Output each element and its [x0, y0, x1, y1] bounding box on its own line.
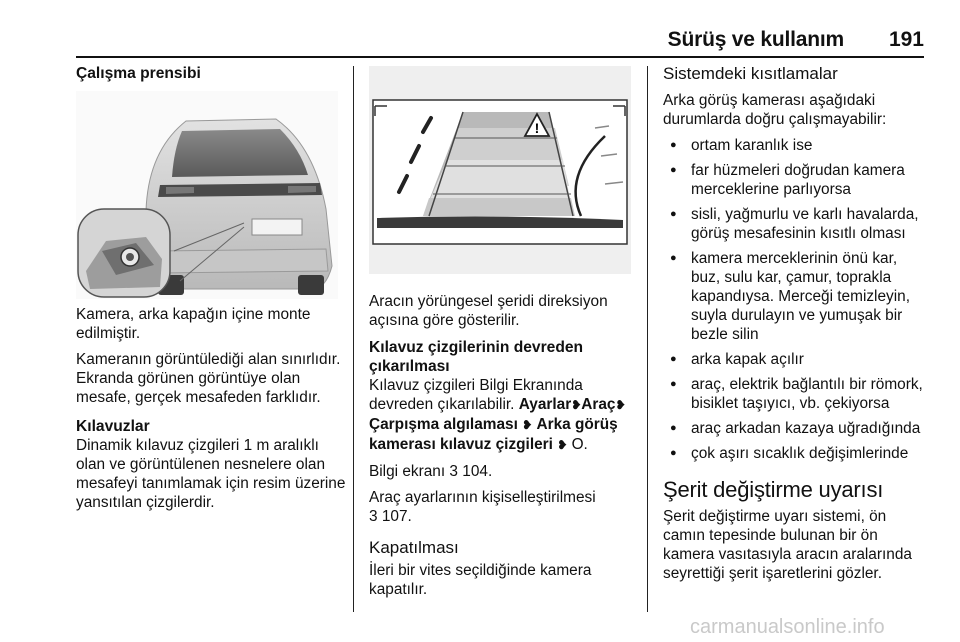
- toggle-off-icon: O: [571, 436, 584, 453]
- list-item: ● çok aşırı sıcaklık değişimlerinde: [663, 444, 927, 463]
- list-item: ● kamera merceklerinin önü kar, buz, sulu kar, çamur, toprakla kapandıysa. Merceği temizleyin, suyla durulayın ve yumuşak bir bezle silin: [663, 249, 927, 344]
- heading-system-limits: Sistemdeki kısıtlamalar: [663, 64, 838, 83]
- ref-page: 104.: [462, 463, 493, 480]
- menu-collision-detection: Çarpışma algılaması: [369, 416, 518, 433]
- chapter-title: Sürüş ve kullanım: [667, 28, 844, 51]
- limits-list: [663, 136, 927, 463]
- list-item: ● sisli, yağmurlu ve karlı havalarda, görüş mesafesinin kısıtlı olması: [663, 205, 927, 243]
- heading-guides: Kılavuzlar: [76, 418, 150, 435]
- heading-disable-guides: Kılavuz çizgilerinin devreden çıkarılması: [369, 339, 584, 375]
- menu-rear-camera-guides: Arka görüş kamerası kılavuz çizgileri: [369, 416, 618, 453]
- menu-arrow-icon: ❥: [522, 418, 533, 432]
- list-item: ● ortam karanlık ise: [663, 136, 927, 155]
- menu-arrow-icon: ❥: [571, 398, 582, 412]
- disable-text: Kılavuz çizgileri Bilgi Ekranında devreden çıkarılabilir.: [369, 377, 583, 413]
- paragraph-guides: Dinamik kılavuz çizgileri 1 m aralıklı olan ve görüntülenen nesnelere olan mesafeyi tanımlamak için resim üzerine yansıtılan çizgilerdir.: [76, 437, 346, 511]
- menu-settings: Ayarlar: [518, 396, 572, 413]
- paragraph-trajectory: Aracın yörüngesel şeridi direksiyon açısına göre gösterilir.: [369, 293, 608, 329]
- menu-vehicle: Araç: [581, 396, 616, 413]
- list-item: ● araç arkadan kazaya uğradığında: [663, 419, 927, 438]
- column-divider-2: [647, 66, 648, 612]
- page-ref-icon: 3: [369, 508, 378, 525]
- paragraph-info-display-ref: [369, 462, 635, 481]
- menu-arrow-icon: ❥: [557, 438, 568, 452]
- heading-working-principle: Çalışma prensibi: [76, 65, 201, 82]
- ref-text: Araç ayarlarının kişiselleştirilmesi: [369, 489, 596, 506]
- column-1: [76, 64, 348, 519]
- paragraph-personalization-ref: [369, 488, 635, 526]
- paragraph-switch-off: İleri bir vites seçildiğinde kamera kapatılır.: [369, 562, 592, 598]
- header-rule: [76, 56, 924, 58]
- paragraph-camera-range: Kameranın görüntülediği alan sınırlıdır. Ekranda görünen görüntüye olan mesafe, gerçek mesafeden farklıdır.: [76, 351, 341, 406]
- heading-switch-off: Kapatılması: [369, 538, 459, 557]
- page-number: 191: [888, 28, 924, 51]
- paragraph-camera-mount: Kamera, arka kapağın içine monte edilmiştir.: [76, 306, 311, 342]
- list-item: ● araç, elektrik bağlantılı bir römork, bisiklet taşıyıcı, vb. çekiyorsa: [663, 375, 927, 413]
- paragraph-lane-change: Şerit değiştirme uyarı sistemi, ön camın tepesinde bulunan bir ön kamera vasıtasıyla aracın aralarında seyrettiği şerit işaretlerini gözler.: [663, 508, 912, 582]
- car-rear-image: [76, 91, 338, 299]
- rear-camera-illustration: [76, 91, 338, 299]
- column-2: [369, 64, 635, 606]
- column-divider-1: [353, 66, 354, 612]
- heading-lane-change-warning: Şerit değiştirme uyarısı: [663, 477, 884, 502]
- menu-arrow-icon: ❥: [615, 398, 626, 412]
- ref-page: 107.: [381, 508, 412, 525]
- svg-text:!: !: [534, 120, 540, 136]
- camera-screen-illustration: [369, 66, 631, 274]
- page-header: [76, 26, 924, 58]
- column-3: [663, 64, 927, 590]
- ref-text: Bilgi ekranı: [369, 463, 446, 480]
- list-item: ● arka kapak açılır: [663, 350, 927, 369]
- guidelines-screen-image: [369, 66, 631, 274]
- watermark: carmanualsonline.info: [690, 616, 885, 638]
- page-ref-icon: 3: [449, 463, 458, 480]
- paragraph-limits-intro: Arka görüş kamerası aşağıdaki durumlarda doğru çalışmayabilir:: [663, 92, 887, 128]
- paragraph-disable-guides: Kılavuz çizgileri Bilgi Ekranında devreden çıkarılabilir. Ayarlar❥Araç❥ Çarpışma algılaması ❥ Arka görüş kamerası kılavuz çizgileri ❥ O.: [369, 377, 626, 453]
- list-item: ● far hüzmeleri doğrudan kamera merceklerine parlıyorsa: [663, 161, 927, 199]
